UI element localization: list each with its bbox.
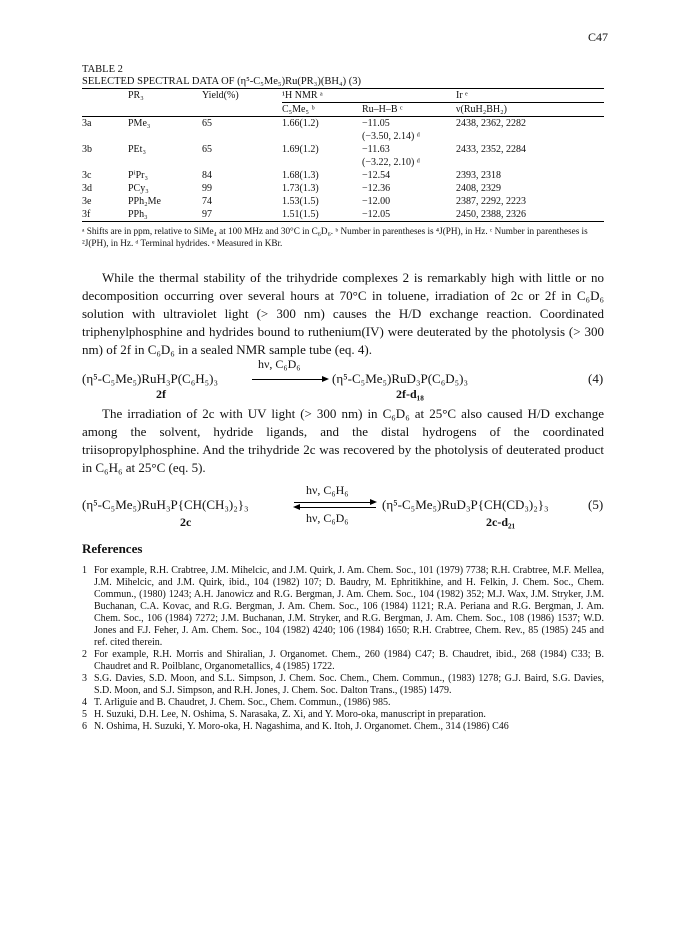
table-label: TABLE 2 xyxy=(82,64,123,75)
row-pr3: PⁱPr₃ xyxy=(128,170,148,181)
row-ir: 2450, 2388, 2326 xyxy=(456,209,526,220)
row-ru-h-b: −11.63 xyxy=(362,144,390,155)
row-id: 3d xyxy=(82,183,92,194)
row-yield: 65 xyxy=(202,118,212,129)
spectral-data-table xyxy=(82,88,604,222)
row-pr3: PCy₃ xyxy=(128,183,149,194)
reference-number: 5 xyxy=(82,709,87,720)
reference-text: N. Oshima, H. Suzuki, Y. Moro-oka, H. Nagashima, and K. Itoh, J. Organomet. Chem., 314 (1986) C46 xyxy=(94,721,509,732)
reference-item xyxy=(82,565,604,649)
row-id: 3e xyxy=(82,196,92,207)
table-row xyxy=(82,182,604,195)
eq4-reactant-label: 2f xyxy=(156,387,166,401)
table-row xyxy=(82,117,604,131)
reference-item xyxy=(82,709,604,721)
row-yield: 97 xyxy=(202,209,212,220)
eq4-product: (η⁵-C₅Me₅)RuD₃P(C₆D₅)₃ xyxy=(332,371,469,386)
eq4-product-label: 2f-d₁₈ xyxy=(396,387,424,401)
reference-text: S.G. Davies, S.D. Moon, and S.L. Simpson, J. Chem. Soc. Chem., Chem. Commun., (1983) 1278; G.J. Baird, S.G. Davies, S.D. Moon, and S.J. Simpson, and R.H. Jones, J. Chem. Soc. Dalton Trans., (1985) 1479. xyxy=(94,673,604,696)
eq5-reverse-conditions: hν, C₆D₆ xyxy=(306,511,349,525)
row-ru-h-b: −12.54 xyxy=(362,170,391,181)
row-ir: 2393, 2318 xyxy=(456,170,501,181)
table-footnotes: ᵃ Shifts are in ppm, relative to SiMe₄ at 100 MHz and 30°C in C₆D₆. ᵇ Number in parentheses is ⁴J(PH), in Hz. ᶜ Number in parentheses is ²J(PH), in Hz. ᵈ Terminal hydrides. ᵉ Measured in KBr. xyxy=(82,226,588,248)
references-heading: References xyxy=(82,541,143,556)
row-id: 3a xyxy=(82,118,92,129)
row-yield: 99 xyxy=(202,183,212,194)
table-row xyxy=(82,195,604,208)
reference-number: 1 xyxy=(82,565,87,576)
equation-4 xyxy=(82,357,604,401)
header-ruh2bh2: ν(RuH₂BH₂) xyxy=(456,104,507,115)
eq4-arrowhead xyxy=(322,376,329,382)
table-row-sub xyxy=(82,156,604,169)
reference-item xyxy=(82,697,604,709)
eq5-forward-arrow xyxy=(294,502,370,503)
row-ru-h-b-terminal: (−3.50, 2.14) ᵈ xyxy=(362,131,420,142)
row-id: 3b xyxy=(82,144,92,155)
row-ir: 2433, 2352, 2284 xyxy=(456,144,526,155)
row-yield: 65 xyxy=(202,144,212,155)
reference-number: 4 xyxy=(82,697,87,708)
reference-number: 2 xyxy=(82,649,87,660)
table-caption: SELECTED SPECTRAL DATA OF (η⁵-C₅Me₅)Ru(PR₃)(BH₄) (3) xyxy=(82,76,361,87)
eq5-forward-arrowhead xyxy=(370,499,377,505)
row-id: 3c xyxy=(82,170,92,181)
header-pr3: PR₃ xyxy=(128,90,144,102)
row-c5me5: 1.51(1.5) xyxy=(282,209,319,220)
row-pr3: PPh₃ xyxy=(128,209,148,220)
row-ru-h-b: −12.05 xyxy=(362,209,391,220)
row-ir: 2408, 2329 xyxy=(456,183,501,194)
body-paragraph-1: While the thermal stability of the trihydride complexes 2 is remarkably high with little or no decomposition occurring over several hours at 70°C in toluene, irradiation of 2c or 2f in C₆D₆ solution with ultraviolet light (> 300 nm) causes the H/D exchange reaction. Coordinated triphenylphosphine and hydrides bound to ruthenium(IV) were deuterated by the photolysis (> 300 nm) of 2f in C₆D₆ in a sealed NMR sample tube (eq. 4). xyxy=(82,270,604,357)
eq5-reactant-label: 2c xyxy=(180,515,192,529)
row-yield: 74 xyxy=(202,196,212,207)
eq5-product-label: 2c-d₂₁ xyxy=(486,515,516,529)
row-c5me5: 1.66(1.2) xyxy=(282,118,319,129)
page-number: C47 xyxy=(587,30,608,44)
table-row xyxy=(82,143,604,156)
table-row xyxy=(82,208,604,222)
reference-text: For example, R.H. Crabtree, J.M. Mihelcic, and J.M. Quirk, J. Am. Chem. Soc., 101 (1979) 7738; R.H. Crabtree, M.F. Mellea, J.M. Mihelcic, and J.M. Quirk, ibid., 104 (1982) 107; D. Baudry, M. Ephritikhine, and H. Felkin, J. Chem. Soc., Chem. Commun., (1980) 1243; A.H. Janowicz and R.G. Bergman, J. Am. Chem. Soc., 104 (1982) 352; M.J. Wax, J.M. Stryker, J.M. Buchanan, C.A. Kovac, and R.G. Bergman, J. Am. Chem. Soc., 106 (1984) 1121; R.A. Periana and R.G. Bergman, J. Am. Chem. Soc., 106 (1984) 7272; J.M. Buchanan, J.M. Stryker, and R.G. Bergman, J. Am. Chem. Soc., 108 (1986) 1537; W.D. Jones and F.J. Feher, J. Am. Chem. Soc., 104 (1982) 4240; 106 (1984) 1650; R.H. Crabtree, Chem. Rev., 85 (1985) 245 and ref. cited therein. xyxy=(94,565,604,648)
row-pr3: PPh₂Me xyxy=(128,196,161,207)
row-c5me5: 1.53(1.5) xyxy=(282,196,319,207)
reference-item xyxy=(82,673,604,697)
row-ru-h-b: −11.05 xyxy=(362,118,390,129)
eq4-arrow xyxy=(252,379,322,380)
row-pr3: PEt₃ xyxy=(128,144,146,155)
row-ru-h-b: −12.00 xyxy=(362,196,391,207)
row-c5me5: 1.73(1.3) xyxy=(282,183,319,194)
page-content xyxy=(82,64,604,733)
row-c5me5: 1.69(1.2) xyxy=(282,144,319,155)
row-c5me5: 1.68(1.3) xyxy=(282,170,319,181)
reference-text: T. Arliguie and B. Chaudret, J. Chem. Soc., Chem. Commun., (1986) 985. xyxy=(94,697,391,708)
row-yield: 84 xyxy=(202,170,212,181)
header-ir-group: Ir ᵉ xyxy=(456,89,604,103)
reference-item xyxy=(82,649,604,673)
row-ir: 2438, 2362, 2282 xyxy=(456,118,526,129)
header-c5me5: C₅Me₅ ᵇ xyxy=(282,104,315,115)
row-ru-h-b-terminal: (−3.22, 2.10) ᵈ xyxy=(362,157,420,168)
reference-text: H. Suzuki, D.H. Lee, N. Oshima, S. Narasaka, Z. Xi, and Y. Moro-oka, manuscript in preparation. xyxy=(94,709,486,720)
eq4-reactant: (η⁵-C₅Me₅)RuH₃P(C₆H₅)₃ xyxy=(82,371,219,386)
eq5-reverse-arrow xyxy=(300,507,376,508)
eq4-conditions: hν, C₆D₆ xyxy=(258,357,301,371)
header-nmr-group: ¹H NMR ᵃ xyxy=(282,89,456,103)
eq4-number: (4) xyxy=(588,371,604,386)
equation-5 xyxy=(82,483,604,529)
reference-text: For example, R.H. Morris and Shiralian, J. Organomet. Chem., 260 (1984) C47; B. Chaudret, ibid., 268 (1984) C33; B. Chaudret and R. Poilblanc, Organometallics, 4 (1985) 1722. xyxy=(94,649,604,672)
row-ru-h-b: −12.36 xyxy=(362,183,391,194)
reference-number: 6 xyxy=(82,721,87,732)
row-ir: 2387, 2292, 2223 xyxy=(456,196,526,207)
eq5-reactant: (η⁵-C₅Me₅)RuH₃P{CH(CH₃)₂}₃ xyxy=(82,497,249,512)
table-row xyxy=(82,169,604,182)
row-id: 3f xyxy=(82,209,91,220)
header-yield: Yield(%) xyxy=(202,90,239,102)
reference-number: 3 xyxy=(82,673,87,684)
reference-item xyxy=(82,721,604,733)
eq5-number: (5) xyxy=(588,497,604,512)
eq5-product: (η⁵-C₅Me₅)RuD₃P{CH(CD₃)₂}₃ xyxy=(382,497,549,512)
table-row-sub xyxy=(82,130,604,143)
row-pr3: PMe₃ xyxy=(128,118,151,129)
eq5-forward-conditions: hν, C₆H₆ xyxy=(306,483,349,497)
eq5-reverse-arrowhead xyxy=(293,504,300,510)
header-ru-h-b: Ru–H–B ᶜ xyxy=(362,104,403,115)
body-paragraph-2: The irradiation of 2c with UV light (> 300 nm) in C₆D₆ at 25°C also caused H/D exchange among the solvent, hydride ligands, and the distal hydrogens of the coordinated triisopropylphosphine. And the trihydride 2c was recovered by the photolysis of deuterated product in C₆H₆ at 25°C (eq. 5). xyxy=(82,406,604,475)
